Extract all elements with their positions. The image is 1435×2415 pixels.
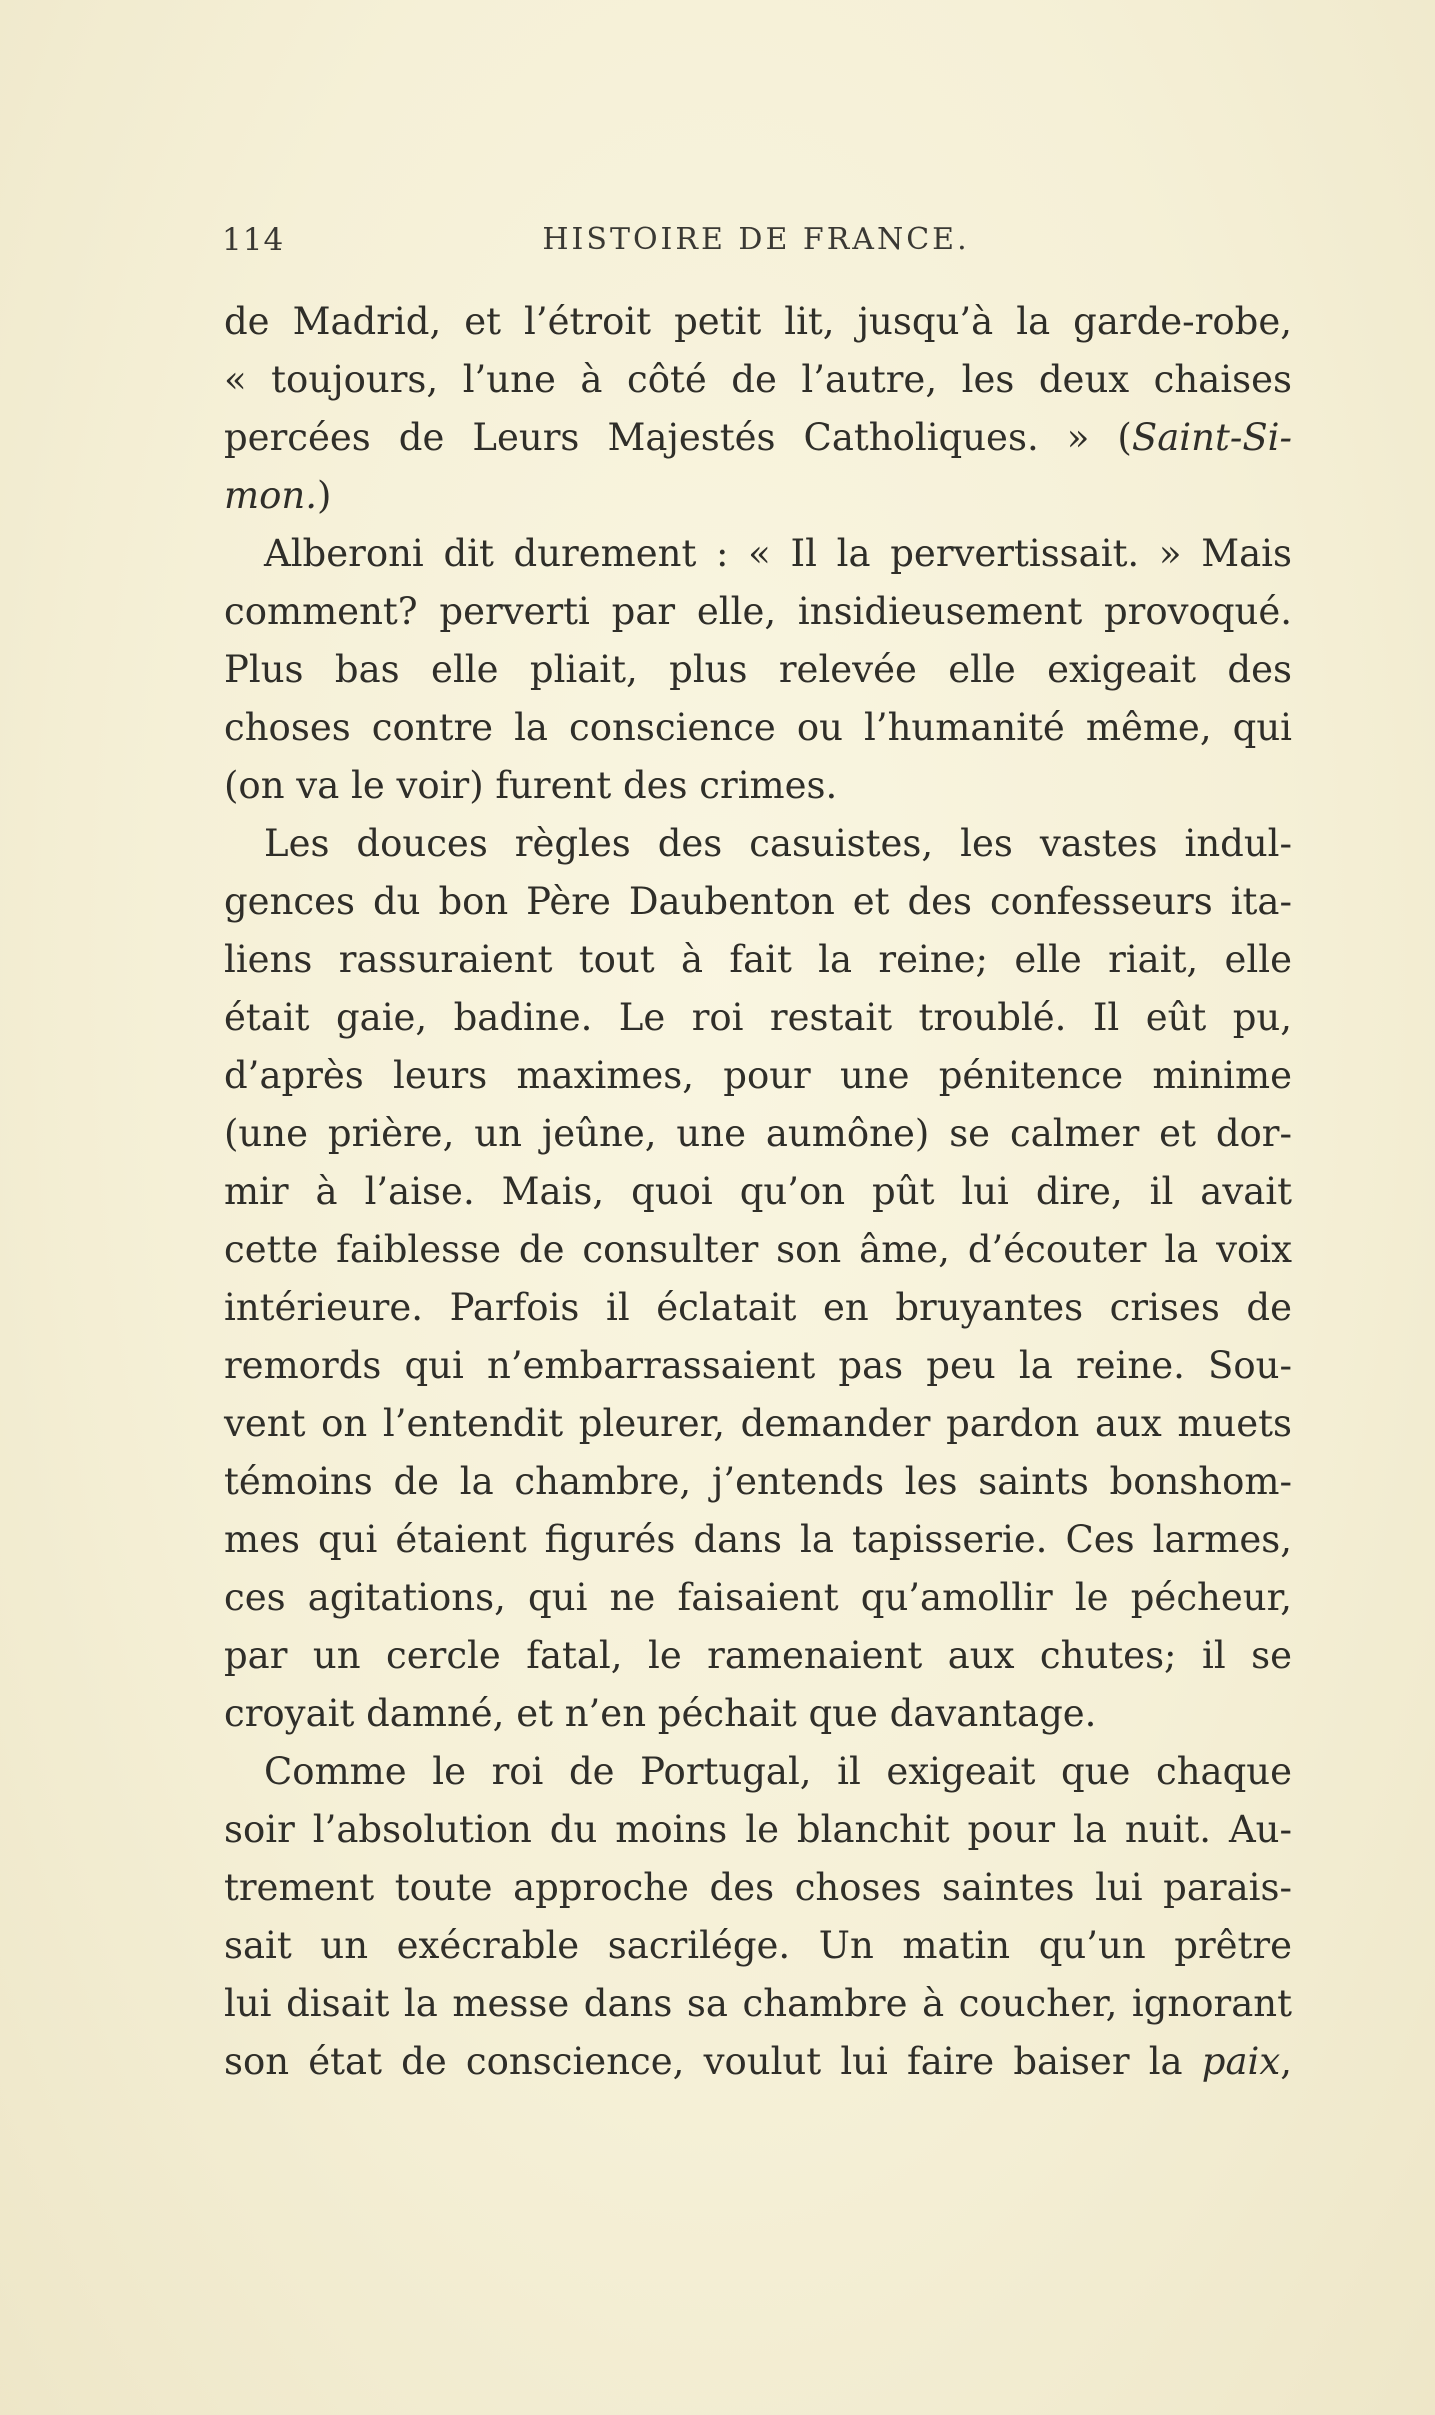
italic-text: Saint-Si- bbox=[1131, 416, 1292, 459]
text-line: liens rassuraient tout à fait la reine; elle riait, elle bbox=[224, 938, 1292, 981]
text-line: mir à l’aise. Mais, quoi qu’on pût lui dire, il avait bbox=[224, 1170, 1292, 1213]
text-line: remords qui n’embarrassaient pas peu la reine. Sou- bbox=[224, 1344, 1292, 1387]
text-line: cette faiblesse de consulter son âme, d’écouter la voix bbox=[224, 1228, 1292, 1271]
text-line: par un cercle fatal, le ramenaient aux chutes; il se bbox=[224, 1634, 1292, 1677]
text-line: Plus bas elle pliait, plus relevée elle exigeait des bbox=[224, 648, 1292, 691]
text-line: choses contre la conscience ou l’humanité même, qui bbox=[224, 706, 1292, 749]
text-line: comment? perverti par elle, insidieusement provoqué. bbox=[224, 590, 1292, 633]
text-line: lui disait la messe dans sa chambre à coucher, ignorant bbox=[224, 1982, 1292, 2025]
text-line: mon.) bbox=[224, 474, 332, 517]
text-line: (on va le voir) furent des crimes. bbox=[224, 764, 838, 807]
body-text bbox=[224, 293, 1292, 2091]
text-line: croyait damné, et n’en péchait que davantage. bbox=[224, 1692, 1097, 1735]
text-line: « toujours, l’une à côté de l’autre, les deux chaises bbox=[224, 358, 1292, 401]
text-line: ces agitations, qui ne faisaient qu’amollir le pécheur, bbox=[224, 1576, 1292, 1619]
text-line: d’après leurs maximes, pour une pénitence minime bbox=[224, 1054, 1292, 1097]
text-line: trement toute approche des choses saintes lui parais- bbox=[224, 1866, 1292, 1909]
text-line: était gaie, badine. Le roi restait troublé. Il eût pu, bbox=[224, 996, 1292, 1039]
running-head bbox=[222, 222, 1290, 266]
running-title: HISTOIRE DE FRANCE. bbox=[542, 222, 970, 257]
text-line: Les douces règles des casuistes, les vastes indul- bbox=[264, 822, 1292, 865]
italic-text: mon. bbox=[224, 474, 317, 517]
text-line: Alberoni dit durement : « Il la pervertissait. » Mais bbox=[264, 532, 1292, 575]
page-number: 114 bbox=[222, 222, 285, 258]
text-line: gences du bon Père Daubenton et des confesseurs ita- bbox=[224, 880, 1292, 923]
text-line: mes qui étaient figurés dans la tapisserie. Ces larmes, bbox=[224, 1518, 1292, 1561]
text-line: sait un exécrable sacrilége. Un matin qu’un prêtre bbox=[224, 1924, 1292, 1967]
text-line: Comme le roi de Portugal, il exigeait que chaque bbox=[264, 1750, 1292, 1793]
text-line: intérieure. Parfois il éclatait en bruyantes crises de bbox=[224, 1286, 1292, 1329]
text-line: soir l’absolution du moins le blanchit pour la nuit. Au- bbox=[224, 1808, 1292, 1851]
text-line: témoins de la chambre, j’entends les saints bonshom- bbox=[224, 1460, 1292, 1503]
italic-text: paix bbox=[1201, 2040, 1281, 2083]
text-line: (une prière, un jeûne, une aumône) se calmer et dor- bbox=[224, 1112, 1292, 1155]
text-line: percées de Leurs Majestés Catholiques. » (Saint-Si- bbox=[224, 416, 1292, 459]
text-line: son état de conscience, voulut lui faire baiser la paix, bbox=[224, 2040, 1292, 2083]
text-line: de Madrid, et l’étroit petit lit, jusqu’à la garde-robe, bbox=[224, 300, 1292, 343]
text-line: vent on l’entendit pleurer, demander pardon aux muets bbox=[224, 1402, 1292, 1445]
